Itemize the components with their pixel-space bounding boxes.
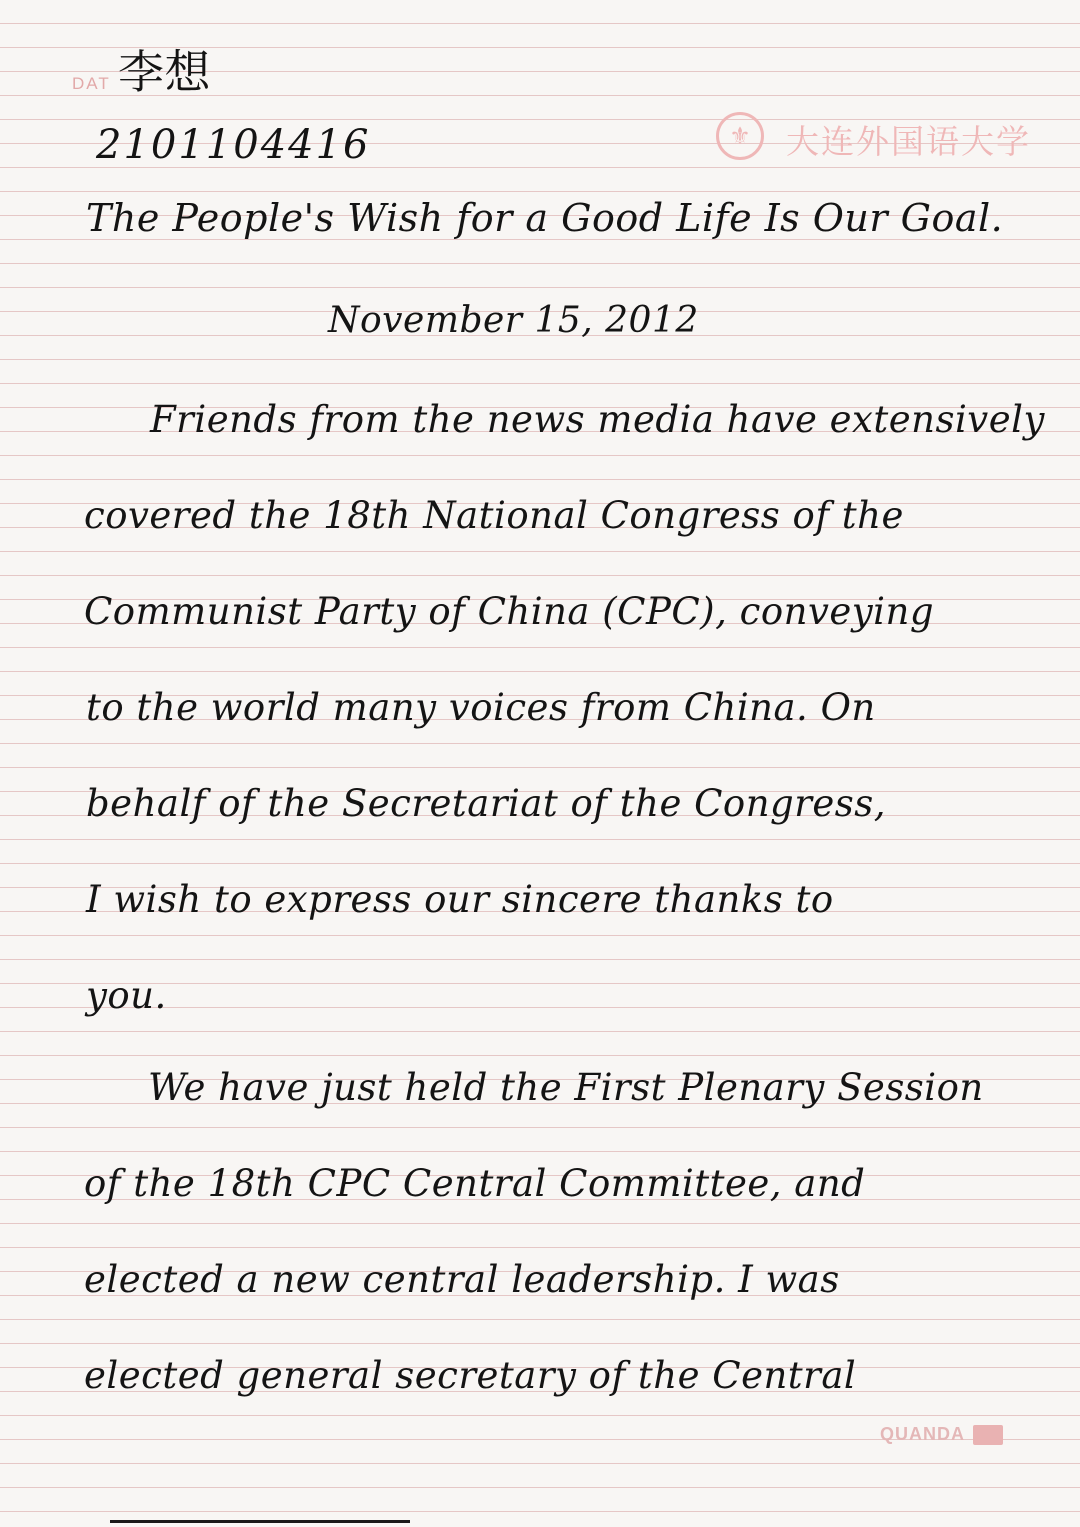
university-seal-icon: ⚜: [716, 112, 764, 160]
text-line: I wish to express our sincere thanks to: [86, 878, 834, 921]
university-name: 大连外国语大学: [786, 122, 1031, 161]
text-line: covered the 18th National Congress of the: [84, 494, 904, 537]
text-line: of the 18th CPC Central Committee, and: [84, 1162, 866, 1205]
text-line: Communist Party of China (CPC), conveying: [84, 590, 935, 633]
text-line: Friends from the news media have extensively: [150, 398, 1045, 441]
date-field-label: DAT: [72, 74, 111, 93]
student-id: 2101104416: [96, 122, 371, 168]
text-line: elected a new central leadership. I was: [84, 1258, 840, 1301]
brand-mark: [973, 1425, 1003, 1445]
text-line: behalf of the Secretariat of the Congress,: [86, 782, 887, 825]
essay-title: The People's Wish for a Good Life Is Our Goal.: [86, 196, 1004, 240]
text-line: to the world many voices from China. On: [86, 686, 876, 729]
author-name: 李想: [118, 45, 211, 99]
bottom-rule: [110, 1520, 410, 1523]
text-line: We have just held the First Plenary Session: [148, 1066, 984, 1109]
text-line: elected general secretary of the Central: [84, 1354, 857, 1397]
text-line: you.: [86, 974, 167, 1017]
essay-date: November 15, 2012: [328, 300, 699, 341]
brand-logo: QUANDA: [880, 1424, 965, 1444]
